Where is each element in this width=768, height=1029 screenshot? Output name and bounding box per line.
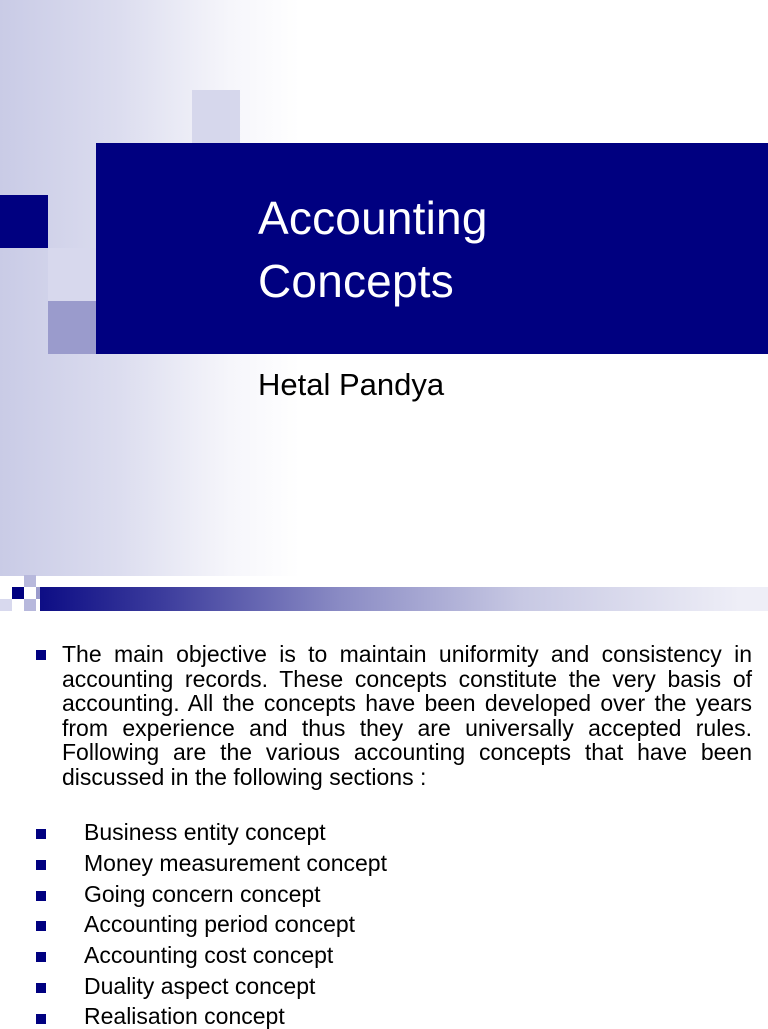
slide-title-line-1: Accounting	[258, 192, 488, 244]
decor-mini-square	[12, 587, 24, 599]
decor-square	[48, 248, 96, 301]
bullet-square-icon	[36, 829, 46, 839]
bullet-square-icon	[36, 1014, 46, 1024]
author-name: Hetal Pandya	[258, 367, 445, 402]
concept-item: Duality aspect concept	[84, 973, 316, 999]
bullet-square-icon	[36, 921, 46, 931]
decor-mini-square	[24, 575, 36, 587]
slide-title-line-2: Concepts	[258, 255, 454, 307]
decor-mini-square	[24, 599, 36, 611]
concept-item: Accounting cost concept	[84, 942, 334, 968]
title-band-left-block	[0, 195, 48, 248]
bullet-square-icon	[36, 891, 46, 901]
decor-square	[48, 301, 96, 354]
gradient-stripe	[40, 587, 768, 611]
bullet-square-icon	[36, 860, 46, 870]
intro-paragraph: The main objective is to maintain uniformity and consistency in accounting records. These concepts constitute the very basis of accounting. All the concepts have been developed over the years from experience and thus they are universally accepted rules. Following are the various accounting concepts that have been discussed in the following sections :	[62, 641, 752, 790]
bullet-square-icon	[36, 952, 46, 962]
concept-item: Realisation concept	[84, 1003, 285, 1029]
decor-mini-square	[0, 599, 12, 611]
concept-item: Money measurement concept	[84, 850, 387, 876]
decor-square	[192, 90, 240, 143]
bullet-square-icon	[36, 650, 46, 660]
concept-item: Going concern concept	[84, 881, 321, 907]
concept-item: Accounting period concept	[84, 911, 356, 937]
title-band	[96, 143, 768, 354]
bullet-square-icon	[36, 983, 46, 993]
concept-item: Business entity concept	[84, 819, 326, 845]
